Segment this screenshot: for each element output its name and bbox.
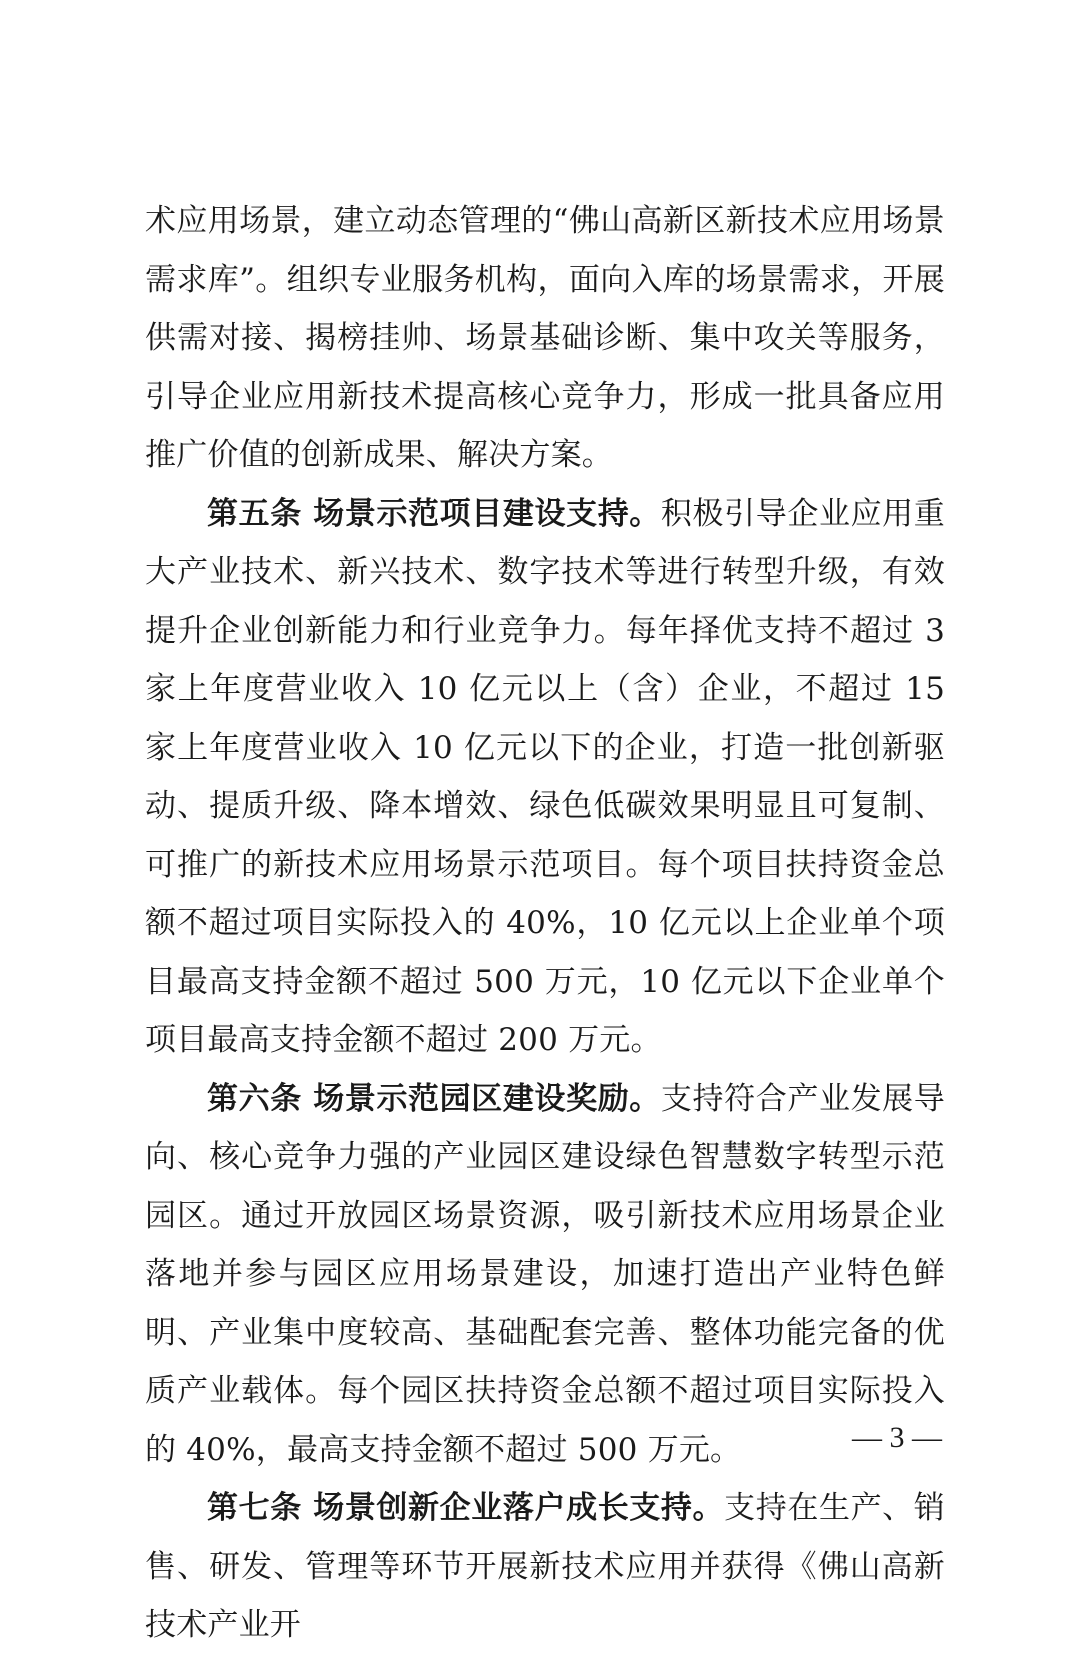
document-page — [145, 192, 945, 1655]
paragraph-article-7 — [145, 1479, 945, 1655]
paragraph-article-6 — [145, 1070, 945, 1480]
paragraph-body: 积极引导企业应用重大产业技术、新兴技术、数字技术等进行转型升级，有效提升企业创新能力和行业竞争力。每年择优支持不超过 3 家上年度营业收入 10 亿元以上（含）企业，不超过 15 家上年度营业收入 10 亿元以下的企业，打造一批创新驱动、提质升级、降本增效、绿色低碳效果明显且可复制、可推广的新技术应用场景示范项目。每个项目扶持资金总额不超过项目实际投入的 40%，10 亿元以上企业单个项目最高支持金额不超过 500 万元，10 亿元以下企业单个项目最高支持金额不超过 200 万元。 — [145, 495, 945, 1058]
paragraph-body: 支持在生产、销售、研发、管理等环节开展新技术应用并获得《佛山高新技术产业开 — [145, 1490, 945, 1643]
article-title: 第六条 场景示范园区建设奖励。 — [207, 1080, 661, 1117]
paragraph-article-5 — [145, 485, 945, 1070]
paragraph-body: 术应用场景，建立动态管理的“佛山高新区新技术应用场景需求库”。组织专业服务机构，面向入库的场景需求，开展供需对接、揭榜挂帅、场景基础诊断、集中攻关等服务，引导企业应用新技术提高核心竞争力，形成一批具备应用推广价值的创新成果、解决方案。 — [145, 203, 945, 473]
page-number: — 3 — — [852, 1421, 942, 1454]
article-title: 第五条 场景示范项目建设支持。 — [207, 495, 661, 532]
paragraph-continuation — [145, 192, 945, 485]
article-title: 第七条 场景创新企业落户成长支持。 — [207, 1490, 725, 1526]
paragraph-body: 支持符合产业发展导向、核心竞争力强的产业园区建设绿色智慧数字转型示范园区。通过开放园区场景资源，吸引新技术应用场景企业落地并参与园区应用场景建设，加速打造出产业特色鲜明、产业集中度较高、基础配套完善、整体功能完备的优质产业载体。每个园区扶持资金总额不超过项目实际投入的 40%，最高支持金额不超过 500 万元。 — [145, 1080, 945, 1468]
